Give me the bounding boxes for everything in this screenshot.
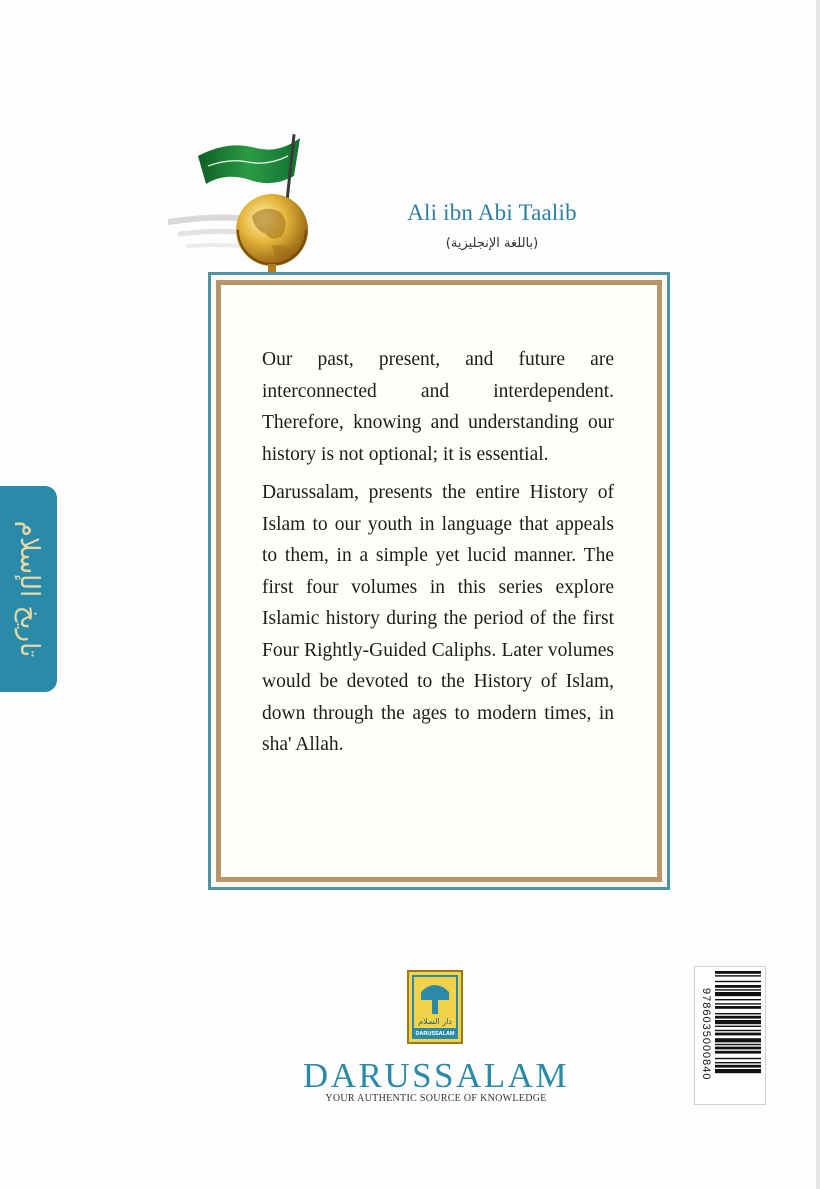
barcode-bar [715, 1030, 761, 1031]
barcode-bar [715, 1026, 761, 1027]
barcode-bar [715, 1006, 761, 1009]
barcode-bar [715, 971, 761, 974]
barcode-bar [715, 1013, 761, 1014]
barcode-bar [715, 1044, 761, 1045]
cover-edge [816, 0, 820, 1189]
barcode-bar [715, 975, 761, 976]
darussalam-logo-icon [407, 970, 463, 1044]
barcode-bar [715, 1038, 761, 1042]
barcode-bar [715, 989, 761, 990]
publisher-tagline: YOUR AUTHENTIC SOURCE OF KNOWLEDGE [325, 1093, 547, 1104]
barcode-bar [715, 1033, 761, 1036]
barcode-bar [715, 1065, 761, 1068]
globe-flag-emblem [168, 118, 318, 286]
barcode-bar [715, 1003, 761, 1004]
book-title: Ali ibn Abi Taalib [407, 200, 577, 225]
barcode-bar [715, 1020, 761, 1024]
publisher-name: DARUSSALAM [302, 1056, 570, 1095]
book-subtitle-arabic: (باللغة الإنجليزية) [445, 236, 539, 251]
blurb-paragraph-1: Our past, present, and future are interconnected and interdependent. Therefore, knowing and understanding our history is not optional; it is essential. [262, 349, 614, 465]
barcode-bar [715, 1058, 761, 1059]
barcode-bar [715, 985, 761, 988]
barcode-bar [715, 1016, 761, 1019]
barcode-bar [715, 1062, 761, 1063]
barcode-bar [715, 1051, 761, 1054]
barcode-digits: 9786035000840 [700, 987, 712, 1081]
series-side-tab-text: تاريخ الإسلام [13, 520, 44, 658]
barcode-bar [715, 999, 761, 1000]
blurb-text [262, 344, 614, 768]
barcode-bar [715, 1069, 761, 1073]
series-side-tab [0, 486, 57, 692]
barcode-bar [715, 981, 761, 982]
blurb-paragraph-2: Darussalam, presents the entire History of Islam to our youth in language that appeals to them, in a simple yet lucid manner. The first four volumes in this series explore Islamic history during the period of the first Four Rightly-Guided Caliphs. Later volumes would be devoted to the History of Islam, down through the ages to modern times, in sha' Allah. [262, 482, 614, 755]
barcode-bar [715, 1047, 761, 1050]
barcode-bar [715, 992, 761, 996]
svg-text:DARUSSALAM: DARUSSALAM [415, 1031, 455, 1037]
svg-text:دار السلام: دار السلام [418, 1017, 452, 1026]
